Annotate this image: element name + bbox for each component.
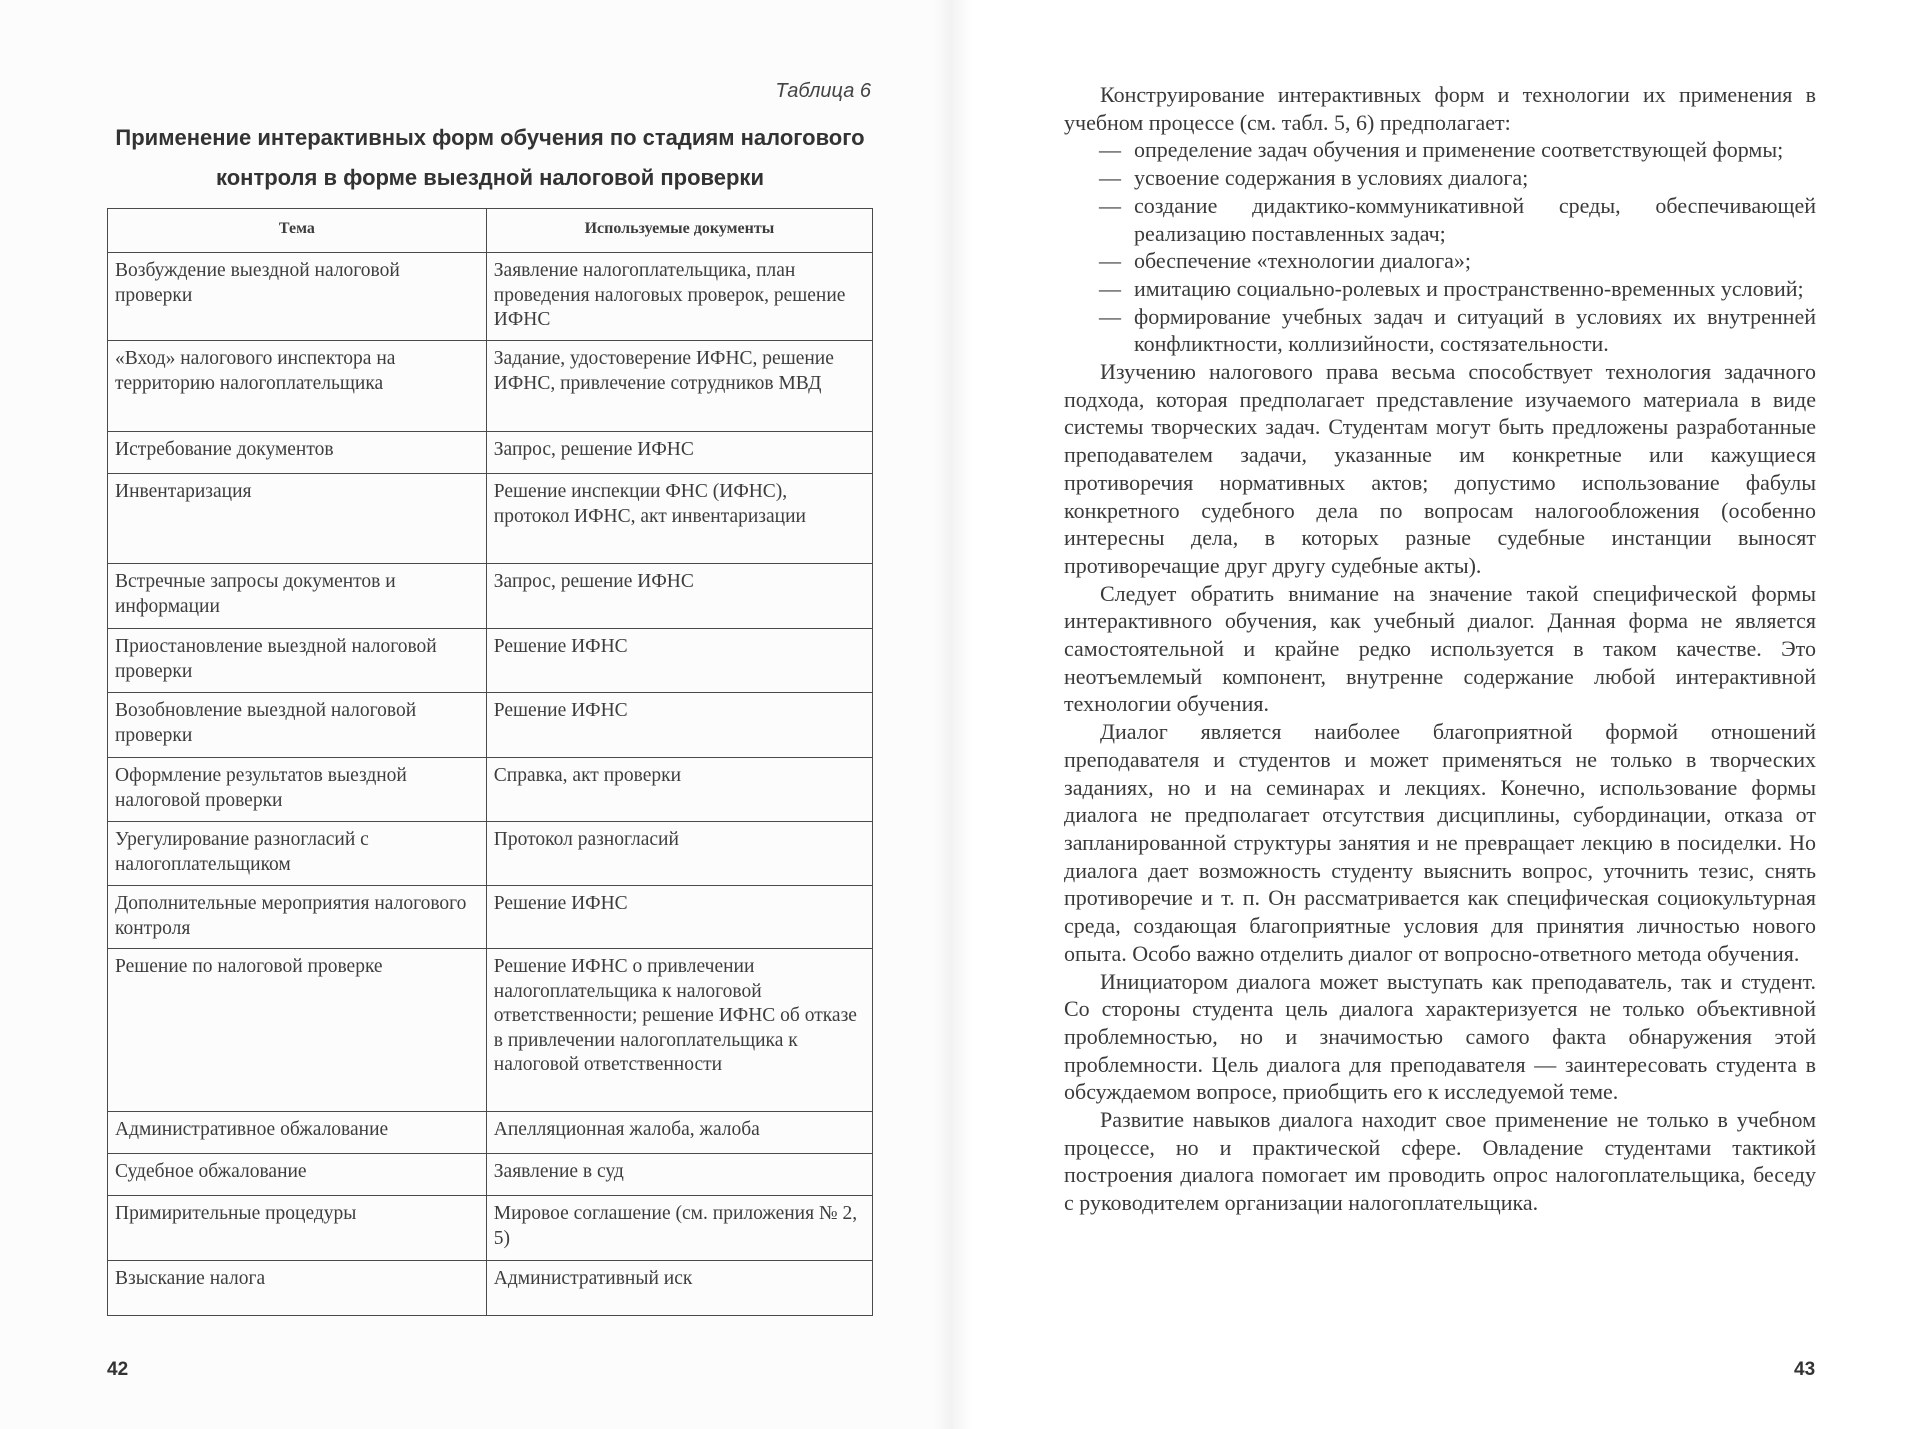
- body-text: [1064, 81, 1816, 1217]
- cell-documents: Решение ИФНС: [486, 629, 872, 693]
- cell-topic: Дополнительные мероприятия налогового контроля: [108, 886, 487, 949]
- intro-paragraph: Конструирование интерактивных форм и технологии их применения в учебном процессе (см. табл. 5, 6) предполагает:: [1064, 82, 1816, 135]
- body-paragraph: Диалог является наиболее благоприятной формой отношений преподавателя и студентов и может применяться не только в творческих заданиях, но и на семинарах и лекциях. Конечно, использование формы диалога не предполагает отсутствия дисциплины, субординации, отказа от запланированной структуры занятия и не превращает лекцию в посиделки. Но диалога дает возможность студенту выяснить вопрос, уточнить тезис, снять противоречие и т. п. Он рассматривается как специфическая социокультурная среда, создающая благоприятные условия для принятия личностью нового опыта. Особо важно отделить диалог от вопросно-ответного метода обучения.: [1064, 719, 1816, 966]
- list-item-text: создание дидактико-коммуникативной среды, обеспечивающей реализацию поставленных задач;: [1134, 192, 1816, 246]
- cell-documents: Решение ИФНС: [486, 693, 872, 758]
- cell-documents: Апелляционная жалоба, жалоба: [486, 1112, 872, 1154]
- list-item-text: усвоение содержания в условиях диалога;: [1134, 165, 1529, 191]
- dash-marker: —: [1099, 137, 1121, 163]
- table-row: [108, 1154, 873, 1196]
- cell-topic: Истребование документов: [108, 432, 487, 474]
- cell-documents: Протокол разногласий: [486, 822, 872, 886]
- table-row: [108, 886, 873, 949]
- cell-topic: Урегулирование разногласий с налогоплательщиком: [108, 822, 487, 886]
- body-paragraph: Изучению налогового права весьма способствует технология задачного подхода, которая предполагает представление изучаемого материала в виде системы творческих задач. Студентам могут быть предложены разработанные преподавателем задачи, указанные им конкретные или кажущиеся противоречия нормативных актов; допустимо использование фабулы конкретного судебного дела по вопросам налогообложения (особенно интересны дела, в которых разные судебные инстанции выносят противоречащие друг другу судебные акты).: [1064, 359, 1816, 578]
- cell-topic: Примирительные процедуры: [108, 1196, 487, 1261]
- page-number-left: 42: [107, 1359, 129, 1380]
- page-number-right: 43: [1794, 1359, 1816, 1380]
- dash-marker: —: [1099, 165, 1121, 191]
- cell-topic: Возобновление выездной налоговой проверки: [108, 693, 487, 758]
- requirements-list: [1064, 136, 1816, 358]
- table-row: [108, 758, 873, 822]
- cell-documents: Заявление в суд: [486, 1154, 872, 1196]
- cell-topic: Судебное обжалование: [108, 1154, 487, 1196]
- cell-documents: Запрос, решение ИФНС: [486, 564, 872, 629]
- cell-topic: Административное обжалование: [108, 1112, 487, 1154]
- cell-documents: Задание, удостоверение ИФНС, решение ИФНС, привлечение сотрудников МВД: [486, 341, 872, 432]
- cell-topic: Приостановление выездной налоговой проверки: [108, 629, 487, 693]
- cell-topic: Возбуждение выездной налоговой проверки: [108, 253, 487, 341]
- cell-topic: «Вход» налогового инспектора на территорию налогоплательщика: [108, 341, 487, 432]
- table-row: [108, 1196, 873, 1261]
- table-row: [108, 253, 873, 341]
- dash-marker: —: [1099, 248, 1121, 274]
- cell-topic: Решение по налоговой проверке: [108, 949, 487, 1112]
- table-caption: Таблица 6: [775, 80, 871, 102]
- book-gutter: [933, 0, 973, 1429]
- body-paragraph: Инициатором диалога может выступать как преподаватель, так и студент. Со стороны студента цель диалога характеризуется не только объективной проблемностью, но и значимостью самого факта обнаружения этой проблемности. Цель диалога для преподавателя — заинтересовать студента в обсуждаемом вопросе, приобщить его к исследуемой теме.: [1064, 968, 1816, 1105]
- cell-documents: Справка, акт проверки: [486, 758, 872, 822]
- table-row: [108, 564, 873, 629]
- body-paragraph: Развитие навыков диалога находит свое применение не только в учебном процессе, но и практической сфере. Овладение студентами тактикой построения диалога помогает им проводить опрос налогоплательщика, беседу с руководителем организации налогоплательщика.: [1064, 1107, 1816, 1216]
- stages-table: [107, 208, 873, 1316]
- cell-documents: Решение ИФНС: [486, 886, 872, 949]
- list-item: [1064, 247, 1816, 275]
- list-item: [1064, 192, 1816, 247]
- list-item: [1064, 275, 1816, 303]
- table-row: [108, 693, 873, 758]
- dash-marker: —: [1099, 303, 1121, 329]
- table-row: [108, 1261, 873, 1316]
- cell-documents: Решение ИФНС о привлечении налогоплательщика к налоговой ответственности; решение ИФНС об отказе в привлечении налогоплательщика к налоговой ответственности: [486, 949, 872, 1112]
- body-paragraph: Следует обратить внимание на значение такой специфической формы интерактивного обучения, как учебный диалог. Данная форма не является самостоятельной и крайне редко используется в таком качестве. Это неотъемлемый компонент, внутренне содержание любой интерактивной технологии обучения.: [1064, 580, 1816, 717]
- cell-documents: Запрос, решение ИФНС: [486, 432, 872, 474]
- list-item: [1064, 136, 1816, 164]
- cell-topic: Инвентаризация: [108, 474, 487, 564]
- list-item-text: имитацию социально-ролевых и пространственно-временных условий;: [1134, 275, 1804, 301]
- table-row: [108, 629, 873, 693]
- cell-documents: Административный иск: [486, 1261, 872, 1316]
- table-row: [108, 1112, 873, 1154]
- list-item: [1064, 303, 1816, 358]
- table-header-row: [108, 209, 873, 253]
- dash-marker: —: [1099, 192, 1121, 218]
- cell-topic: Оформление результатов выездной налоговой проверки: [108, 758, 487, 822]
- list-item-text: определение задач обучения и применение соответствующей формы;: [1134, 137, 1784, 163]
- cell-topic: Взыскание налога: [108, 1261, 487, 1316]
- cell-documents: Решение инспекции ФНС (ИФНС), протокол ИФНС, акт инвентаризации: [486, 474, 872, 564]
- dash-marker: —: [1099, 275, 1121, 301]
- header-documents: Используемые документы: [486, 209, 872, 253]
- list-item: [1064, 164, 1816, 192]
- table-row: [108, 432, 873, 474]
- header-topic: Тема: [108, 209, 487, 253]
- table-title: Применение интерактивных форм обучения по стадиям налогового контроля в форме выездной налоговой проверки: [115, 125, 865, 190]
- table-row: [108, 822, 873, 886]
- list-item-text: обеспечение «технологии диалога»;: [1134, 248, 1472, 274]
- cell-topic: Встречные запросы документов и информации: [108, 564, 487, 629]
- table-row: [108, 474, 873, 564]
- table-row: [108, 949, 873, 1112]
- cell-documents: Мировое соглашение (см. приложения № 2, 5): [486, 1196, 872, 1261]
- table-row: [108, 341, 873, 432]
- cell-documents: Заявление налогоплательщика, план проведения налоговых проверок, решение ИФНС: [486, 253, 872, 341]
- list-item-text: формирование учебных задач и ситуаций в условиях их внутренней конфликтности, коллизийности, состязательности.: [1134, 303, 1816, 357]
